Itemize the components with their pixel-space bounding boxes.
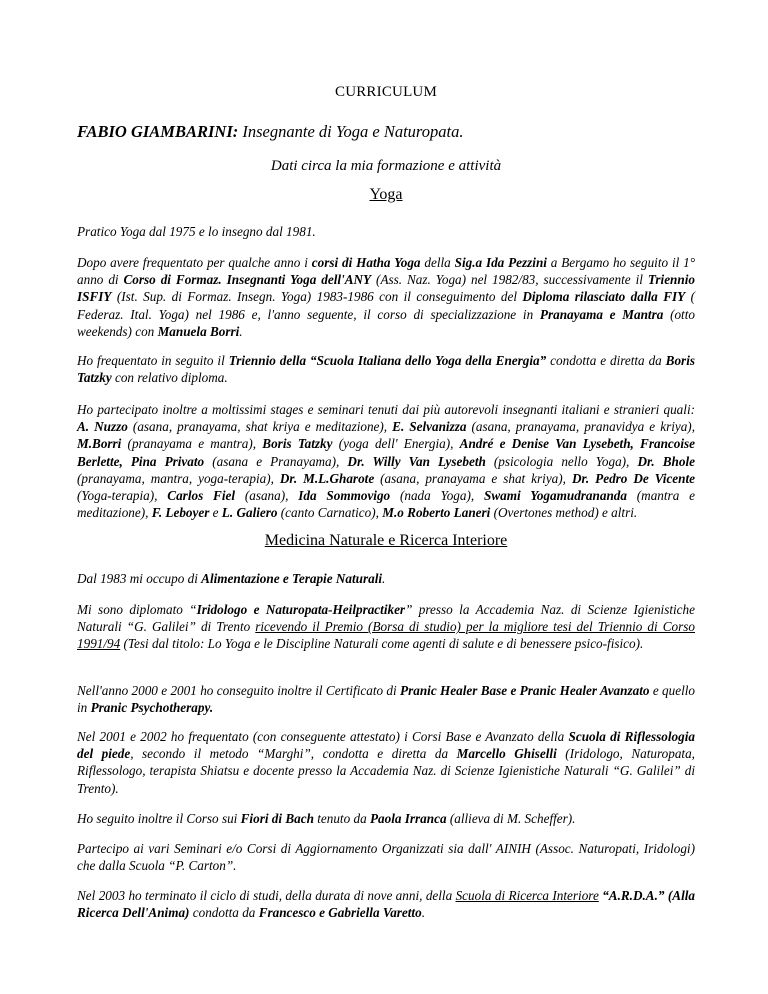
author-name: FABIO GIAMBARINI: — [77, 122, 239, 141]
yoga-paragraph-2: Dopo avere frequentato per qualche anno i corsi di Hatha Yoga della Sig.a Ida Pezzini a Bergamo ho seguito il 1° anno di Corso di Formaz. Insegnanti Yoga dell'ANY (Ass. Naz. Yoga) nel 1982/83, successivamente il Triennio ISFIY (Ist. Sup. di Formaz. Insegn. Yoga) 1983-1986 con il conseguimento del Diploma rilasciato dalla FIY ( Federaz. Ital. Yoga) nel 1986 e, l'anno seguente, il corso di specializzazione in Pranayama e Mantra (otto weekends) con Manuela Borri. — [77, 255, 695, 339]
section-heading-medicina: Medicina Naturale e Ricerca Interiore — [264, 532, 508, 549]
medicina-paragraph-7: Nel 2003 ho terminato il ciclo di studi, della durata di nove anni, della Scuola di Ricerca Interiore “A.R.D.A.” (Alla Ricerca Dell'Anima) condotta da Francesco e Gabriella Varetto. — [77, 888, 695, 921]
author-role: Insegnante di Yoga e Naturopata. — [242, 122, 464, 141]
medicina-paragraph-5: Ho seguito inoltre il Corso sui Fiori di Bach tenuto da Paola Irranca (allieva di M. Scheffer). — [77, 811, 576, 826]
author-line — [77, 122, 463, 142]
document-title: CURRICULUM — [334, 84, 437, 100]
section-heading-yoga: Yoga — [369, 186, 403, 203]
medicina-paragraph-1: Dal 1983 mi occupo di Alimentazione e Terapie Naturali. — [77, 571, 386, 586]
medicina-paragraph-4: Nel 2001 e 2002 ho frequentato (con conseguente attestato) i Corsi Base e Avanzato della Scuola di Riflessologia del piede, secondo il metodo “Marghi”, condotta e diretta da Marcello Ghiselli (Iridologo, Naturopata, Riflessologo, terapista Shiatsu e docente presso la Accademia Naz. di Scienze Igienistiche Naturali “G. Galilei” di Trento). — [77, 729, 695, 796]
medicina-paragraph-2: Mi sono diplomato “Iridologo e Naturopata-Heilpractiker” presso la Accademia Naz. di Scienze Igienistiche Naturali “G. Galilei” di Trento ricevendo il Premio (Borsa di studio) per la migliore tesi del Triennio di Corso 1991/94 (Tesi dal titolo: Lo Yoga e le Discipline Naturali come agenti di salute e di benessere psico-fisico). — [77, 602, 695, 652]
yoga-paragraph-3: Ho frequentato in seguito il Triennio della “Scuola Italiana dello Yoga della Energia” condotta e diretta da Boris Tatzky con relativo diploma. — [77, 353, 695, 386]
medicina-paragraph-6: Partecipo ai vari Seminari e/o Corsi di Aggiornamento Organizzati sia dall' AINIH (Assoc. Naturopati, Iridologi) che dalla Scuola “P. Carton”. — [77, 841, 695, 874]
medicina-paragraph-3: Nell'anno 2000 e 2001 ho conseguito inoltre il Certificato di Pranic Healer Base e Pranic Healer Avanzato e quello in Pranic Psychotherapy. — [77, 683, 695, 716]
yoga-paragraph-1: Pratico Yoga dal 1975 e lo insegno dal 1981. — [77, 224, 316, 239]
yoga-paragraph-4: Ho partecipato inoltre a moltissimi stages e seminari tenuti dai più autorevoli insegnanti italiani e stranieri quali: A. Nuzzo (asana, pranayama, shat kriya e meditazione), E. Selvanizza (asana, pranayama, pranavidya e kriya), M.Borri (pranayama e mantra), Boris Tatzky (yoga dell' Energia), André e Denise Van Lysebeth, Francoise Berlette, Pina Privato (asana e Pranayama), Dr. Willy Van Lysebeth (psicologia nello Yoga), Dr. Bhole (pranayama, mantra, yoga-terapia), Dr. M.L.Gharote (asana, pranayama e shat kriya), Dr. Pedro De Vicente (Yoga-terapia), Carlos Fiel (asana), Ida Sommovigo (nada Yoga), Swami Yogamudrananda (mantra e meditazione), F. Leboyer e L. Galiero (canto Carnatico), M.o Roberto Laneri (Overtones method) e altri. — [77, 402, 696, 521]
document-subtitle: Dati circa la mia formazione e attività — [270, 158, 502, 174]
